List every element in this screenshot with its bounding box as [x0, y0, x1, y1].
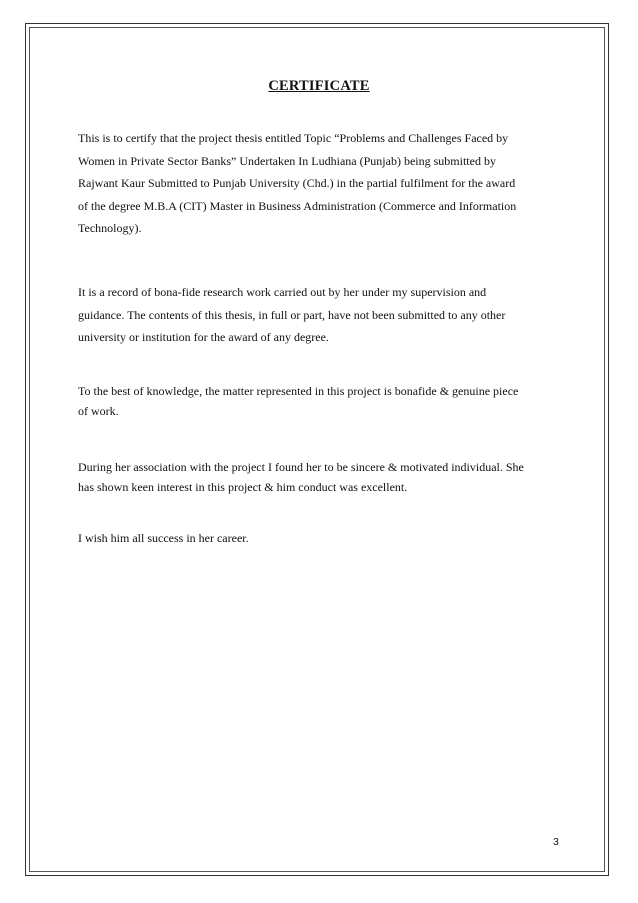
paragraph-genuine-work	[78, 381, 568, 421]
text-line: During her association with the project I found her to be sincere & motivated individual. She	[78, 460, 524, 474]
text-line: I wish him all success in her career.	[78, 531, 249, 545]
text-line: university or institution for the award of any degree.	[78, 330, 329, 344]
text-line: guidance. The contents of this thesis, in full or part, have not been submitted to any other	[78, 307, 506, 322]
page-number: 3	[553, 836, 559, 848]
text-line: Women in Private Sector Banks” Undertaken In Ludhiana (Punjab) being submitted by	[78, 153, 496, 168]
paragraph-research-record	[78, 281, 568, 349]
text-line: It is a record of bona-fide research work carried out by her under my supervision and	[78, 285, 487, 299]
paragraph-wishes	[78, 528, 568, 548]
text-line: This is to certify that the project thesis entitled Topic “Problems and Challenges Faced by	[78, 131, 509, 145]
paragraph-conduct	[78, 457, 568, 497]
text-line: To the best of knowledge, the matter represented in this project is bonafide & genuine piece	[78, 384, 519, 398]
text-line: of the degree M.B.A (CIT) Master in Business Administration (Commerce and Information	[78, 198, 517, 213]
certificate-title: CERTIFICATE	[268, 78, 370, 94]
text-line: has shown keen interest in this project & him conduct was excellent.	[78, 480, 408, 494]
text-line: Technology).	[78, 221, 142, 235]
text-line: Rajwant Kaur Submitted to Punjab University (Chd.) in the partial fulfilment for the award	[78, 176, 516, 190]
paragraph-certification	[78, 127, 568, 240]
text-line: of work.	[78, 404, 119, 418]
